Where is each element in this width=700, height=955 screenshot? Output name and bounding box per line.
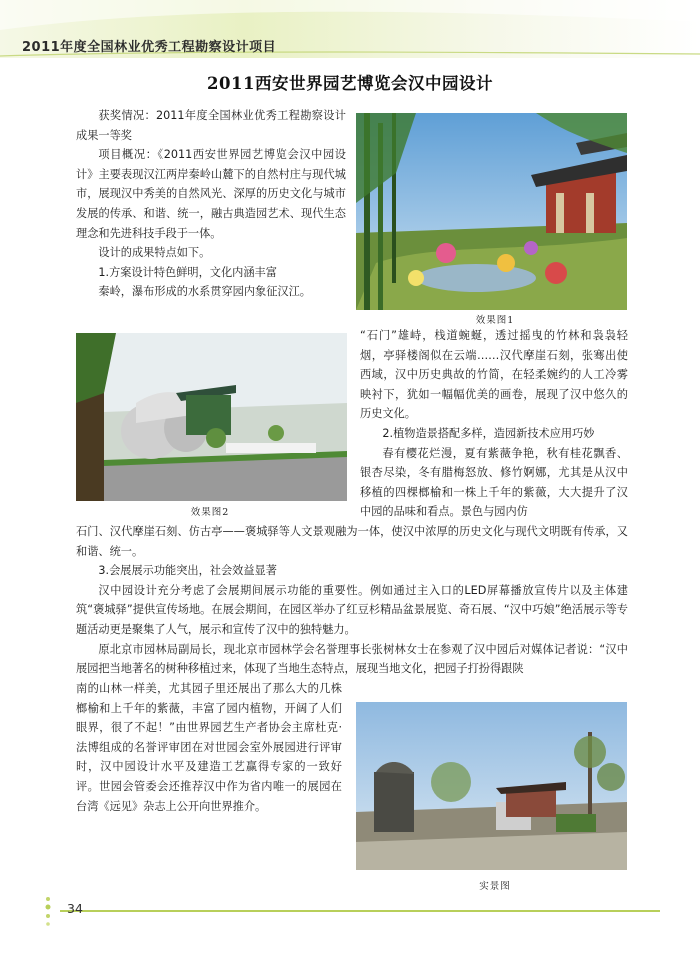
stone-gate-paragraph: “石门”雄峙，栈道蜿蜒，透过摇曳的竹林和袅袅轻烟，亭驿楼阁似在云端……汉代摩崖石刻，张骞出使西域，汉中历史典故的竹简，在轻柔婉约的人工冷雾映衬下，犹如一幅幅优美的画卷，展现了汉中悠久的历史文化。 [360,329,628,421]
planting-paragraph: 春有樱花烂漫，夏有紫薇争艳，秋有桂花飘香、银杏尽染，冬有腊梅怒放、修竹婀娜，尤其是从汉中移植的四棵榔榆和一株上千年的紫薇，大大提升了汉中园的品味和看点。景色与园内仿 [360,446,628,519]
section-1-text: 秦岭，瀑布形成的水系贯穿园内象征汉江。 [98,285,311,299]
figure-2-photo [76,333,347,501]
garden-render-image [356,113,627,310]
page-number: 34 [67,901,83,916]
article-title: 2011西安世界园艺博览会汉中园设计 [207,74,493,93]
features-intro: 设计的成果特点如下。 [98,246,211,260]
footer-ornament-icon [40,895,70,929]
figure-3-photo [356,702,627,870]
culture-continuation: 石门、汉代摩崖石刻、仿古亭——褒城驿等人文景观融为一体，使汉中浓厚的历史文化与现代文明既有传承，又和谐、统一。 [76,525,628,558]
section-heading-1: 1.方案设计特色鲜明，文化内涵丰富 [98,265,277,279]
exhibition-paragraph: 汉中园设计充分考虑了会展期间展示功能的重要性。例如通过主入口的LED屏幕播放宣传片以及主体建筑“褒城驿”提供宣传场地。在展会期间，在园区举办了红豆杉精品盆景展览、奇石展、“汉中巧娘”绝活展示等专题活动更是聚集了人气，展示和宣传了汉中的独特魅力。 [76,583,628,636]
quote-continuation: 南的山林一样美，尤其园子里还展出了那么大的几株榔榆和上千年的紫薇，丰富了园内植物，开阔了人们眼界，很了不起！”由世界园艺生产者协会主席杜克·法博组成的名誉评审团在对世园会室外展园进行评审时，汉中园设计水平及建造工艺赢得专家的一致好评。世园会管委会还推荐汉中作为省内唯一的展园在台湾《远见》杂志上公开向世界推介。 [76,682,342,813]
quote-paragraph: 原北京市园林局副局长，现北京市园林学会名誉理事长张树林女士在参观了汉中园后对媒体记者说：“汉中展园把当地著名的树种移植过来，体现了当地生态特点，展现当地文化，把园子打扮得跟陕 [76,642,628,676]
project-overview: 项目概况：《2011西安世界园艺博览会汉中园设计》主要表现汉江两岸秦岭山麓下的自然村庄与现代城市，展现汉中秀美的自然风光、深厚的历史文化与城市发展的传承、和谐、统一，融古典造园艺术、现代生态理念和先进科技手段于一体。 [76,148,346,240]
entrance-render-image [76,333,347,501]
full-width-text [76,522,628,679]
section-heading-2: 2.植物造景搭配多样，造园新技术应用巧妙 [382,426,595,440]
bottom-left-text [76,679,342,816]
design-column [360,326,628,522]
section-heading-3: 3.会展展示功能突出，社会效益显著 [98,564,277,578]
figure-1-caption: 效果图1 [475,315,515,326]
intro-column [76,106,346,302]
figure-3-caption: 实景图 [479,881,511,892]
site-photo-image [356,702,627,870]
figure-1-photo [356,113,627,310]
header-title: 2011年度全国林业优秀工程勘察设计项目 [22,40,277,55]
award-info: 获奖情况：2011年度全国林业优秀工程勘察设计成果一等奖 [76,109,346,142]
footer-line [60,910,660,912]
figure-2-caption: 效果图2 [190,507,230,518]
